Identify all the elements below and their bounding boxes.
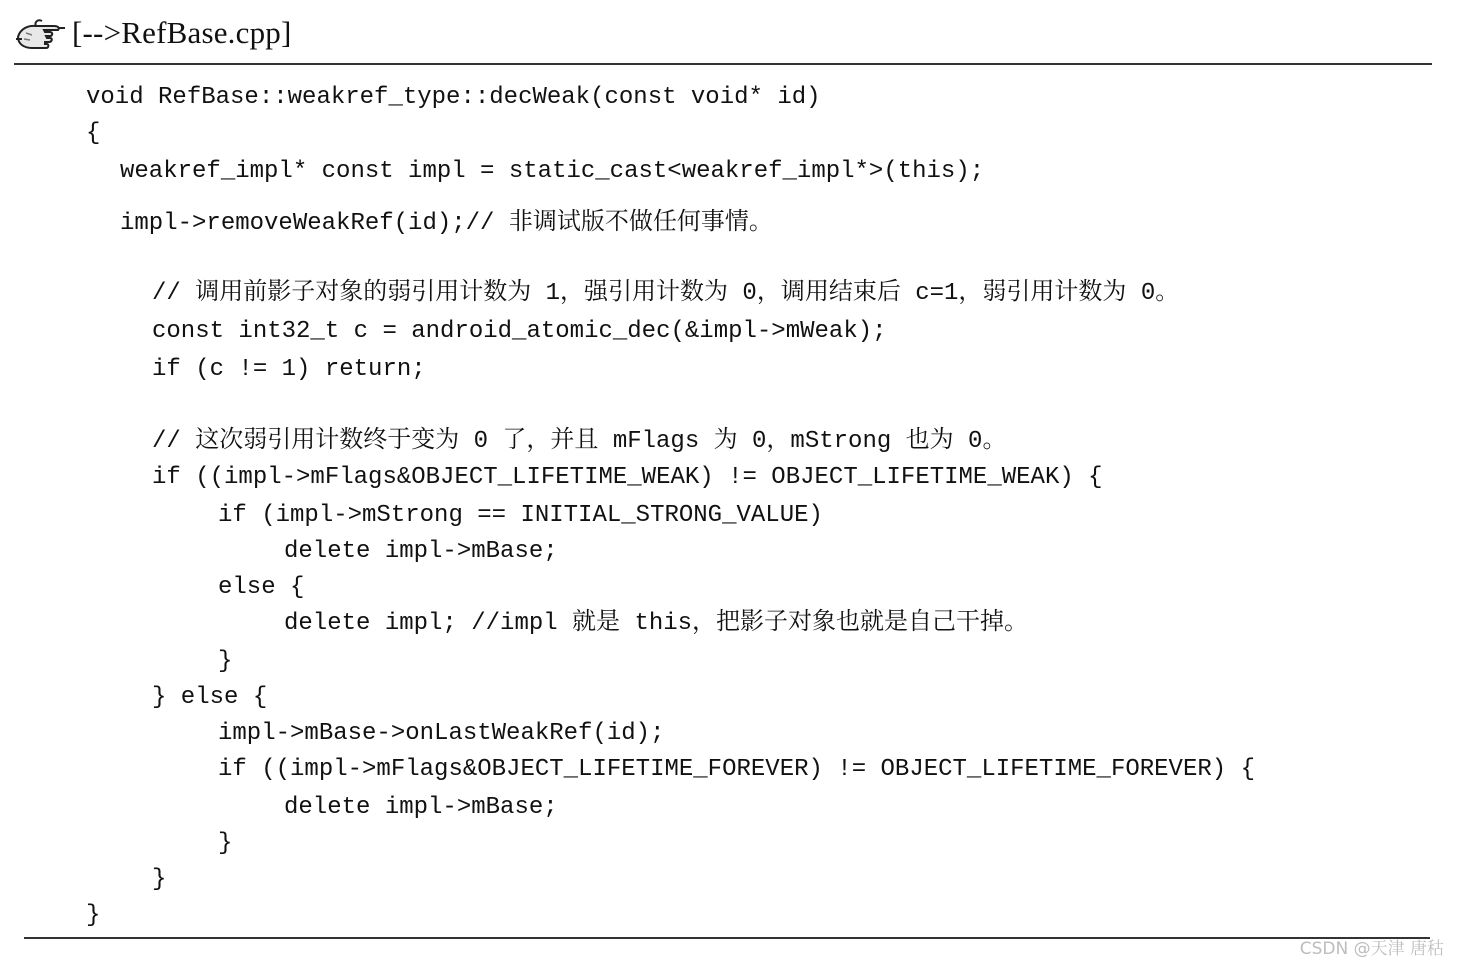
bottom-divider bbox=[24, 937, 1430, 939]
code-comment-line: // 这次弱引用计数终于变为 0 了，并且 mFlags 为 0，mStrong 也为 0。 bbox=[152, 428, 1007, 455]
code-line: else { bbox=[218, 574, 305, 601]
code-line: impl->mBase->onLastWeakRef(id); bbox=[218, 720, 665, 747]
code-line: delete impl->mBase; bbox=[284, 538, 558, 565]
code-line: } bbox=[218, 830, 233, 857]
code-line: void RefBase::weakref_type::decWeak(const void* id) bbox=[86, 84, 821, 111]
code-line: } bbox=[152, 866, 167, 893]
code-line: } bbox=[218, 648, 233, 675]
code-line: { bbox=[86, 120, 101, 147]
csdn-watermark: CSDN @天津 唐秙 bbox=[1299, 939, 1444, 959]
code-line: weakref_impl* const impl = static_cast<weakref_impl*>(this); bbox=[120, 158, 985, 185]
code-line: delete impl; //impl 就是 this，把影子对象也就是自己干掉。 bbox=[284, 610, 1029, 637]
code-line: if ((impl->mFlags&OBJECT_LIFETIME_FOREVER) != OBJECT_LIFETIME_FOREVER) { bbox=[218, 756, 1255, 783]
code-comment-line: // 调用前影子对象的弱引用计数为 1，强引用计数为 0，调用结束后 c=1，弱引用计数为 0。 bbox=[152, 280, 1180, 307]
code-line: delete impl->mBase; bbox=[284, 794, 558, 821]
code-line: } bbox=[86, 902, 101, 929]
file-title: [-->RefBase.cpp] bbox=[72, 15, 292, 50]
code-line: const int32_t c = android_atomic_dec(&impl->mWeak); bbox=[152, 318, 887, 345]
code-line: } else { bbox=[152, 684, 268, 711]
code-line: impl->removeWeakRef(id);// 非调试版不做任何事情。 bbox=[120, 210, 773, 237]
code-line: if (c != 1) return; bbox=[152, 356, 426, 383]
code-line: if ((impl->mFlags&OBJECT_LIFETIME_WEAK) != OBJECT_LIFETIME_WEAK) { bbox=[152, 464, 1103, 491]
code-line: if (impl->mStrong == INITIAL_STRONG_VALUE) bbox=[218, 502, 823, 529]
